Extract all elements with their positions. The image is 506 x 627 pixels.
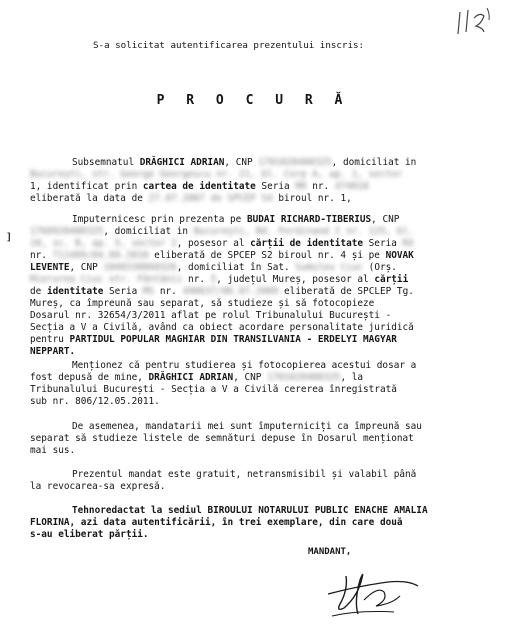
redacted-cnp: 1701020400325 (267, 372, 341, 383)
party-name: PARTIDUL POPULAR MAGHIAR DIN TRANSILVANIA - ERDELYI MAGYAR (69, 334, 397, 345)
text: , posesor al (176, 238, 251, 249)
redacted-address: București, Bd. Ferdinand I nr. 125, bl. (193, 226, 414, 237)
text: Tehnoredactat la sediul BIROULUI NOTARULUI PUBLIC ENACHE AMALIA (72, 505, 428, 516)
corner-handwritten-note (454, 6, 494, 38)
text: (Orș. (363, 262, 397, 273)
text: Menționez că pentru studierea și fotocopierea acestui dosar a (72, 360, 417, 371)
redacted-address: București, str. George Georgescu nr. 21, bl. Corp A, ap. 1, sector (30, 169, 403, 180)
text: , domiciliat în Sat. (176, 262, 296, 273)
proxy-name-2: LEVENTE (30, 262, 70, 273)
p2-line-10: Secția a V a Civilă, având ca obiect acordare personalitate juridică (30, 322, 414, 333)
text: eliberată la data de (30, 193, 149, 204)
p1-line-4 (30, 193, 448, 204)
text: eliberată de SPCLEP Tg. (278, 286, 414, 297)
text: , la (340, 372, 364, 383)
text: Prezentul mandat este gratuit, netransmisibil și valabil până (72, 469, 417, 480)
redacted-address: Mierurea Ciuc str. Fântânii (30, 274, 183, 285)
text: 1, identificat prin (30, 181, 143, 192)
p6-line-2 (30, 517, 448, 528)
mandant-label: MANDANT, (308, 547, 352, 557)
p3-line-4: sub nr. 806/12.05.2011. (30, 396, 160, 407)
redacted-date: 27.07.2007 de SPCEP S4 (148, 193, 273, 204)
p1-line-3 (30, 181, 448, 192)
p4-line-1 (30, 421, 448, 432)
p5-line-1 (30, 469, 448, 480)
redacted-cnp: 1840330060326 (103, 262, 177, 273)
p3-line-2 (30, 372, 448, 383)
text: nr. (306, 181, 335, 192)
proxy-name-1: BUDAI RICHARD-TIBERIUS (246, 214, 372, 225)
text: de (30, 286, 47, 297)
redacted-number: 490637/06.07.2009 (182, 286, 279, 297)
handwritten-number-mark (454, 6, 494, 38)
redacted-number: 5 (210, 274, 217, 285)
margin-bracket-mark: ] (6, 232, 13, 243)
p2-line-12 (30, 346, 448, 357)
text: biroul nr. 1, (272, 193, 352, 204)
p1-line-1 (30, 157, 448, 168)
principal-name: DRĂGHICI ADRIAN (148, 372, 234, 383)
text: , CNP (224, 157, 259, 168)
p4-line-3: mai sus. (30, 445, 76, 456)
p6-line-1 (30, 505, 448, 516)
text: Seria (103, 286, 143, 297)
p2-line-9: Dosarul nr. 32654/3/2011 aflat pe rolul Tribunalului București - (30, 310, 392, 321)
id-card-label: identitate (46, 286, 104, 297)
p3-line-3: Tribunalului București - Secția a V a Civilă cererea înregistrată (30, 384, 397, 395)
p2-line-6 (30, 274, 448, 285)
text: nr. (154, 286, 183, 297)
principal-name: DRĂGHICI ADRIAN (139, 157, 225, 168)
text: , CNP (69, 262, 104, 273)
handwritten-signature (318, 556, 428, 622)
p4-line-2: separat să studieze listele de semnături depuse în Dosarul menționat (30, 433, 414, 444)
text: , azi data autentificării, în trei exemplare, din care două (69, 517, 403, 528)
p6-line-3: s-au eliberat părții. (30, 529, 149, 540)
text: Seria (363, 238, 403, 249)
p2-line-5 (30, 262, 448, 273)
text: eliberată de SPCEP S2 biroul nr. 4 și pe (148, 250, 386, 261)
p2-line-4 (30, 250, 448, 261)
p2-line-11 (30, 334, 448, 345)
text: , județul Mureș, posesor al (216, 274, 375, 285)
p3-line-1 (30, 360, 448, 371)
text: nr. (182, 274, 211, 285)
p1-line-2 (30, 169, 448, 180)
redacted-series: RR (295, 181, 307, 192)
redacted-cnp: 1701020400325 (258, 157, 332, 168)
p5-line-2: la revocarea-sa expresă. (30, 481, 166, 492)
document-title: P R O C U R Ă (156, 93, 350, 108)
redacted-address: 10, sc. B, ap. 5, sector 2 (30, 238, 177, 249)
redacted-series: RX (402, 238, 414, 249)
p2-line-7 (30, 286, 448, 297)
notary-name: FLORINA (30, 517, 70, 528)
text: Seria (255, 181, 296, 192)
p2-line-2 (30, 226, 448, 237)
text: , domiciliat in (331, 157, 417, 168)
text: Imputernicesc prin prezenta pe (72, 214, 247, 225)
text: pentru (30, 334, 70, 345)
text: , CNP (233, 372, 268, 383)
id-card-label: cărții (374, 274, 409, 285)
id-card-label: cartea de identitate (142, 181, 256, 192)
text: fost depusă de mine, (30, 372, 149, 383)
redacted-cnp: 1760920400325 (30, 226, 104, 237)
redacted-number: 711499/04.09.2010 (52, 250, 149, 261)
p2-line-8: Mureș, ca împreună sau separat, să studieze și să fotocopieze (30, 298, 375, 309)
redacted-place: Sumuleu Ciuc (295, 262, 364, 273)
redacted-series: MS (142, 286, 155, 297)
text: Subsemnatul (72, 157, 140, 168)
proxy-name-2: NOVAK (385, 250, 414, 261)
redacted-number: 474018 (334, 181, 369, 192)
p2-line-1 (30, 214, 448, 225)
text: , domiciliat in (103, 226, 194, 237)
text: De asemenea, mandatarii mei sunt împuterniciți ca împreună sau (72, 421, 422, 432)
request-header: S-a solicitat autentificarea prezentului inscris: (93, 40, 365, 51)
text: nr. (30, 250, 53, 261)
id-card-label: cărții de identitate (250, 238, 364, 249)
text: , CNP (371, 214, 400, 225)
p2-line-3 (30, 238, 448, 249)
party-name: NEPPART. (30, 346, 76, 357)
